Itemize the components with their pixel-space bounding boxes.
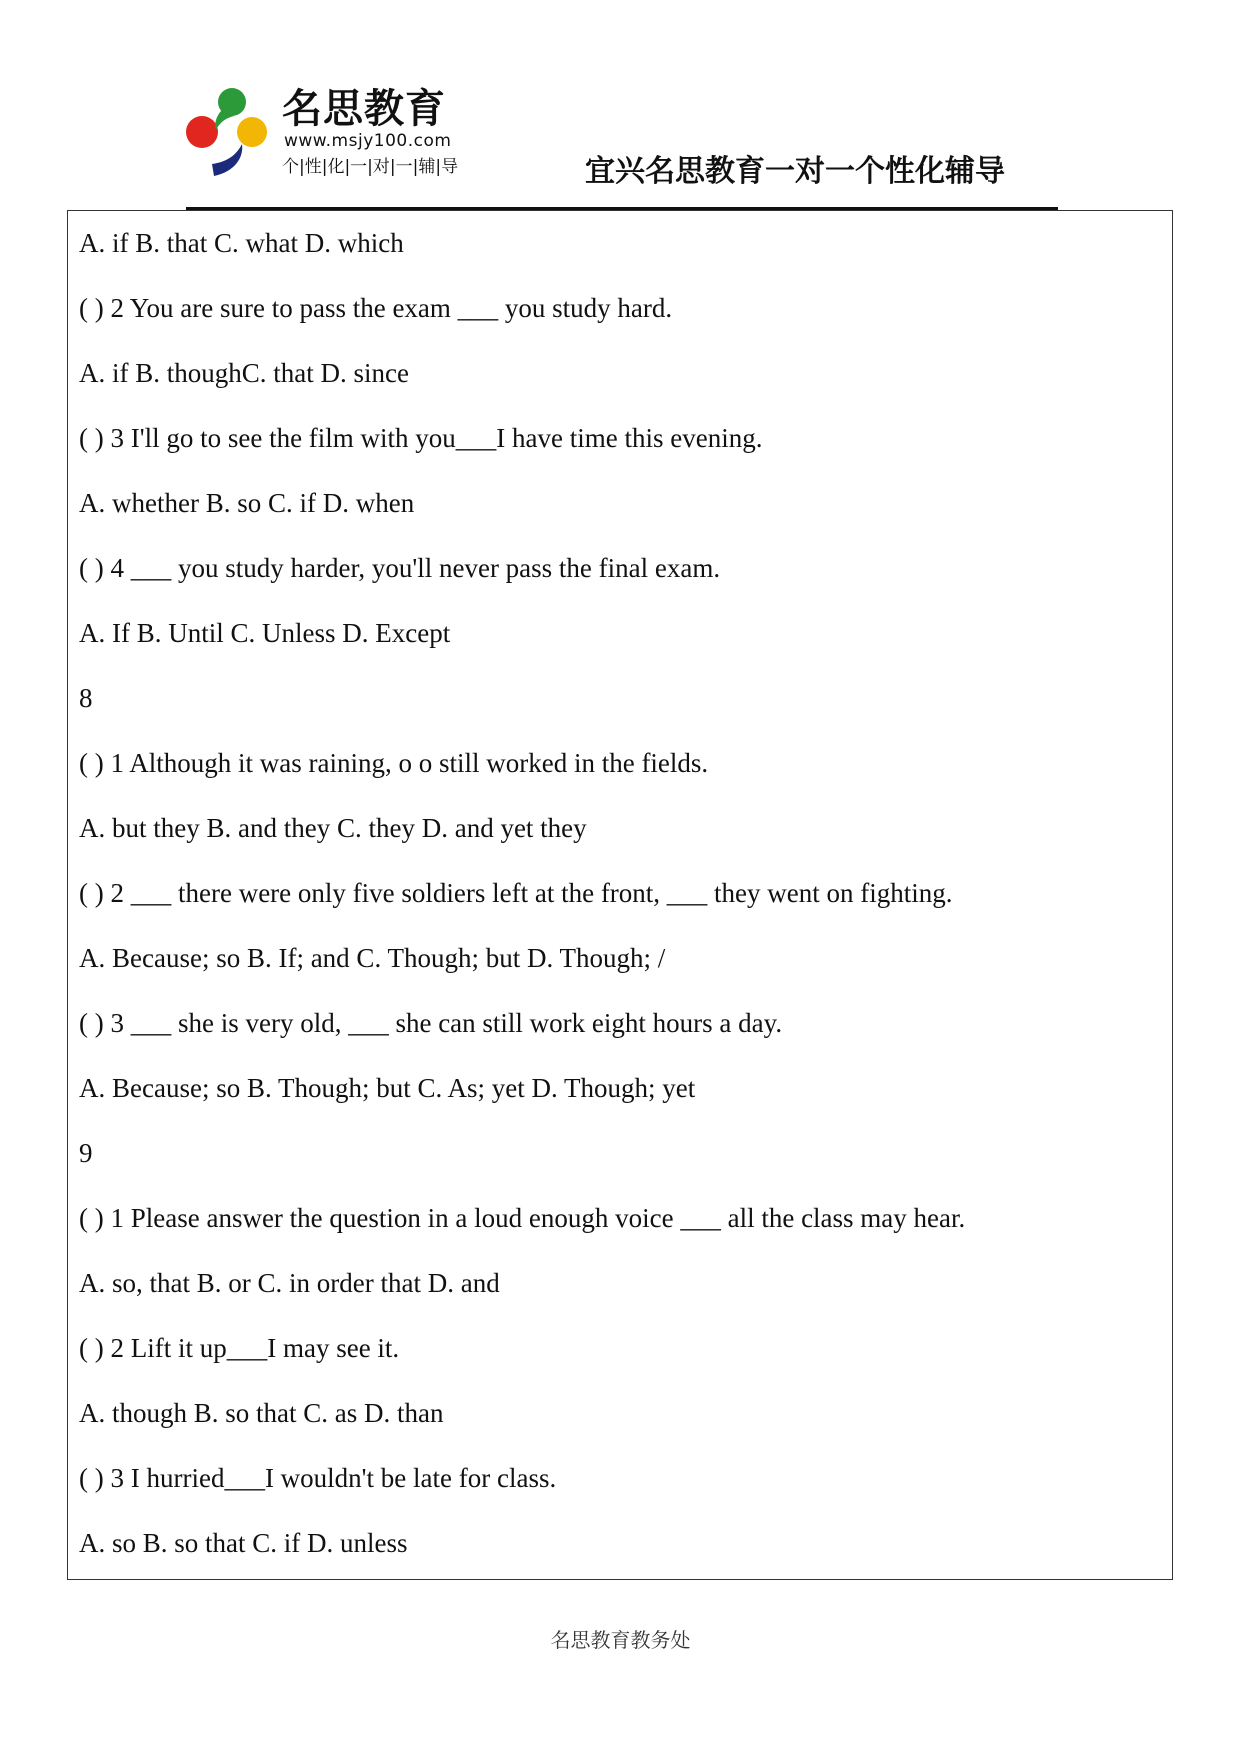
text-line: ( ) 2 You are sure to pass the exam ___ you study hard. [79,293,673,323]
section-number: 8 [79,683,93,713]
text-line: A. whether B. so C. if D. when [79,488,415,518]
brand-logo [186,86,476,182]
text-line: A. so B. so that C. if D. unless [79,1528,408,1558]
text-line: A. Because; so B. Though; but C. As; yet D. Though; yet [79,1073,696,1103]
text-line: A. if B. that C. what D. which [79,228,404,258]
text-line: ( ) 2 Lift it up___I may see it. [79,1333,400,1363]
text-line: ( ) 3 I hurried___I wouldn't be late for class. [79,1463,557,1493]
text-line: ( ) 2 ___ there were only five soldiers left at the front, ___ they went on fighting. [79,878,953,908]
text-line: A. Because; so B. If; and C. Though; but D. Though; / [79,943,666,973]
exercise-box [67,210,1173,1580]
text-line: ( ) 4 ___ you study harder, you'll never pass the final exam. [79,553,721,583]
page-title: 宜兴名思教育一对一个性化辅导 [585,154,1005,189]
text-line: ( ) 3 I'll go to see the film with you___I have time this evening. [79,423,763,453]
page-footer: 名思教育教务处 [550,1628,691,1652]
text-line: A. but they B. and they C. they D. and yet they [79,813,587,843]
text-line: A. so, that B. or C. in order that D. and [79,1268,500,1298]
section-number: 9 [79,1138,93,1168]
text-line: A. if B. thoughC. that D. since [79,358,409,388]
logo-name: 名思教育 [282,86,446,132]
text-line: ( ) 1 Please answer the question in a loud enough voice ___ all the class may hear. [79,1203,966,1233]
text-line: ( ) 3 ___ she is very old, ___ she can still work eight hours a day. [79,1008,783,1038]
logo-icon [186,86,270,182]
text-line: A. though B. so that C. as D. than [79,1398,444,1428]
logo-slogan: 个|性|化|一|对|一|辅|导 [282,157,459,177]
logo-url: www.msjy100.com [284,131,452,151]
text-line: A. If B. Until C. Unless D. Except [79,618,451,648]
text-line: ( ) 1 Although it was raining, o o still worked in the fields. [79,748,709,778]
